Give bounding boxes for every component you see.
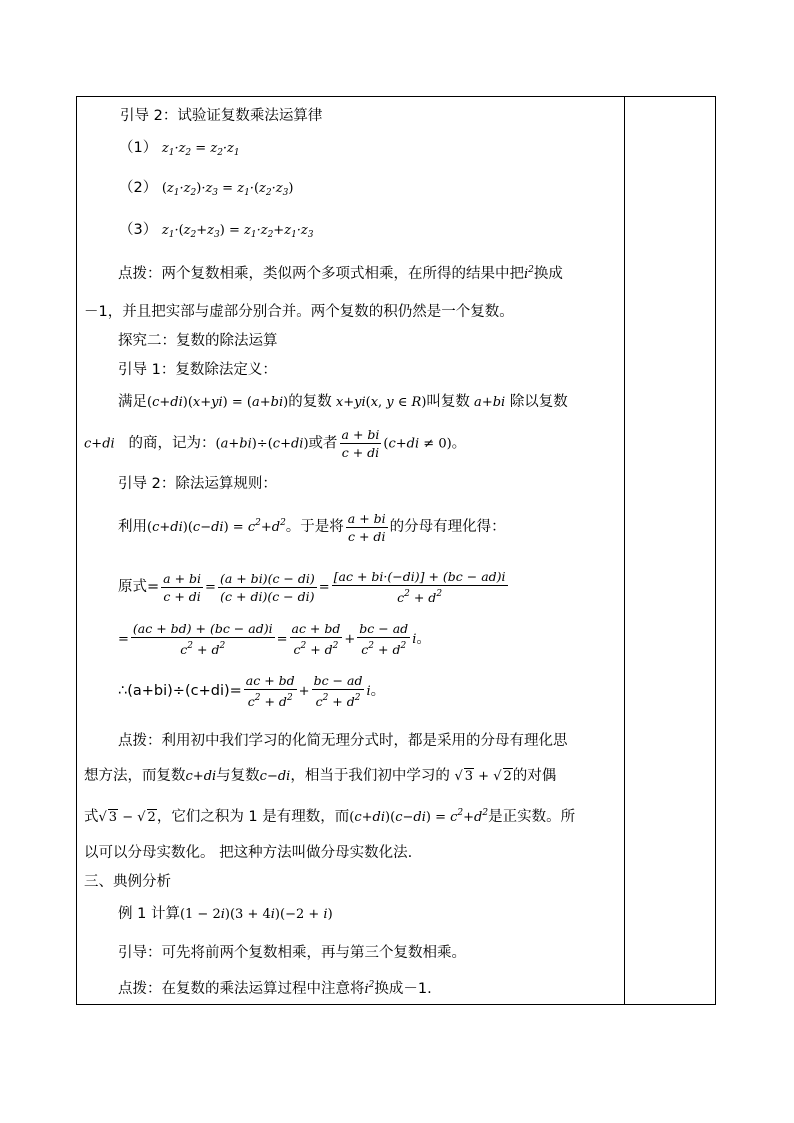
section3-heading: 三、典例分析 xyxy=(84,874,171,890)
tip2-line2: 想方法，而复数c+di与复数c−di，相当于我们初中学习的 √ 3 + √ 2的对偶 xyxy=(84,768,557,784)
derivation-step2: = $\frac{(ac + bd) + (bc - ad)i}{c^2 + d^2}$ = $\frac{ac + bd}{c^2 + d^2}$ + $\frac{bc - ad}{c^2 + d^2}$ i。 xyxy=(118,621,431,657)
example1-guide: 引导：可先将前两个复数相乘，再与第三个复数相乘。 xyxy=(118,945,466,961)
law-distributive: （3） $z_1\cdot(z_2+z_3) = z_1\cdot z_2+z_1\cdot z_3$ xyxy=(119,222,314,240)
tip1-line2: －1，并且把实部与虚部分别合并。两个复数的积仍然是一个复数。 xyxy=(84,304,514,320)
division-definition-line2: c+di 的商，记为：(a+bi)÷(c+di)或者 $\frac{a + bi}{c + di}$ (c+di ≠ 0)。 xyxy=(84,427,467,460)
explore2-heading: 探究二：复数的除法运算 xyxy=(118,333,278,349)
derivation-result: ∴(a+bi)÷(c+di)= $\frac{ac + bd}{c^2 + d^2}$ + $\frac{bc - ad}{c^2 + d^2}$ i。 xyxy=(118,673,386,709)
guide2-mult-heading: 引导 2：试验证复数乘法运算律 xyxy=(120,108,323,124)
table-column-divider xyxy=(624,96,625,1005)
example1-tip: 点拨：在复数的乘法运算过程中注意将$i^2$换成－1. xyxy=(118,980,432,997)
law-commutative: （1） $z_1\cdot z_2 = z_2\cdot z_1$ xyxy=(119,140,240,158)
division-definition-line1: 满足(c+di)(x+yi) = (a+bi)的复数 x+yi(x, y ∈ R)叫复数 a+bi 除以复数 xyxy=(118,394,568,410)
rationalize-line: 利用$(c+di)(c-di) = c^2+d^2$。于是将 $\frac{a + bi}{c + di}$ 的分母有理化得： xyxy=(118,510,506,544)
law-associative: （2） $(z_1\cdot z_2)\cdot z_3 = z_1\cdot(z_2\cdot z_3)$ xyxy=(119,180,294,198)
tip2-line1: 点拨：利用初中我们学习的化简无理分式时，都是采用的分母有理化思 xyxy=(118,733,568,749)
guide1-div-heading: 引导 1：复数除法定义： xyxy=(118,362,277,378)
example1: 例 1 计算(1 − 2i)(3 + 4i)(−2 + i) xyxy=(118,906,333,922)
tip2-line3: 式√ 3 − √ 2，它们之积为 1 是有理数，而$(c+di)(c-di) = c^2+d^2$是正实数。所 xyxy=(84,808,576,825)
tip1-line1: 点拨：两个复数相乘，类似两个多项式相乘，在所得的结果中把$i^2$换成 xyxy=(118,265,563,282)
guide2-div-heading: 引导 2：除法运算规则： xyxy=(118,476,277,492)
derivation-step1: 原式= $\frac{a + bi}{c + di}$ = $\frac{(a + bi)(c - di)}{(c + di)(c - di)}$ = $\frac{[ac + bi\cdot(-di)] + (bc - ad)i}{c^2 + d^2}$ xyxy=(118,569,506,605)
tip2-line4: 以可以分母实数化。 把这种方法叫做分母实数化法. xyxy=(84,845,413,861)
